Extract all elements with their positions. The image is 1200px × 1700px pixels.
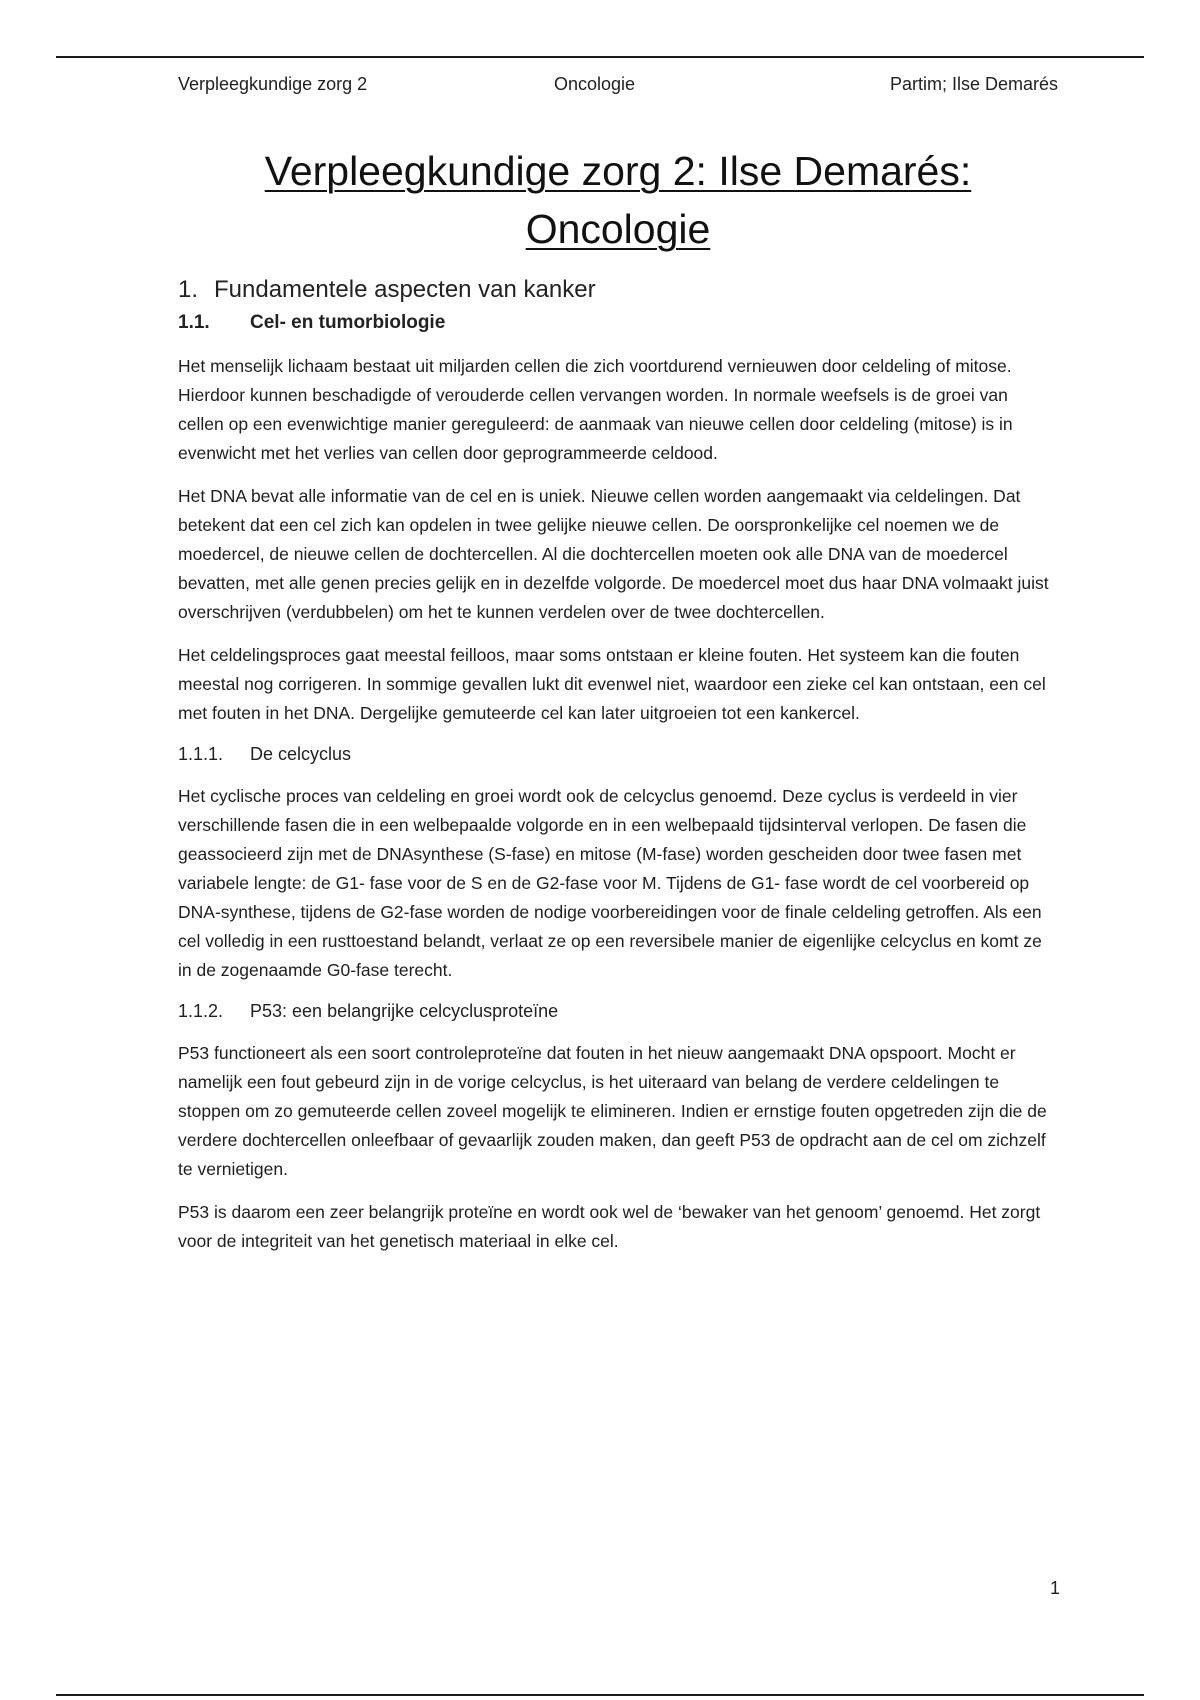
section-heading-1-1	[178, 308, 1058, 338]
paragraph: P53 is daarom een zeer belangrijk proteïne en wordt ook wel de ‘bewaker van het genoom’ genoemd. Het zorgt voor de integriteit van het genetisch materiaal in elke cel.	[178, 1202, 1041, 1251]
document-title-line-1: Verpleegkundige zorg 2: Ilse Demarés:	[264, 148, 972, 194]
paragraph: Het menselijk lichaam bestaat uit miljarden cellen die zich voortdurend vernieuwen door celdeling of mitose. Hierdoor kunnen beschadigde of verouderde cellen vervangen worden. In normale weefsels is de groei van cellen op een evenwichtige manier gereguleerd: de aanmaak van nieuwe cellen door celdeling (mitose) is in evenwicht met het verlies van cellen door geprogrammeerde celdood.	[178, 356, 1013, 463]
section-heading-1	[178, 274, 1058, 306]
section-number: 1.1.1.	[178, 744, 224, 764]
footer-rule	[56, 1694, 1144, 1696]
section-title: Fundamentele aspecten van kanker	[214, 276, 596, 303]
section-title: P53: een belangrijke celcyclusproteïne	[250, 1001, 559, 1021]
section-number: 1.1.	[178, 312, 210, 333]
paragraph: Het DNA bevat alle informatie van de cel en is uniek. Nieuwe cellen worden aangemaakt via celdelingen. Dat betekent dat een cel zich kan opdelen in twee gelijke nieuwe cellen. De oorspronkelijke cel noemen we de moedercel, de nieuwe cellen de dochtercellen. Al die dochtercellen moeten ook alle DNA van de moedercel bevatten, met alle genen precies gelijk en in dezelfde volgorde. De moedercel moet dus haar DNA volmaakt juist overschrijven (verdubbelen) om het te kunnen verdelen over de twee dochtercellen.	[178, 486, 1049, 622]
paragraph: P53 functioneert als een soort controleproteïne dat fouten in het nieuw aangemaakt DNA opspoort. Mocht er namelijk een fout gebeurd zijn in de vorige celcyclus, is het uiteraard van belang de verdere celdelingen te stoppen om zo gemuteerde cellen zoveel mogelijk te elimineren. Indien er ernstige fouten opgetreden zijn die de verdere dochtercellen onleefbaar of gevaarlijk zouden maken, dan geeft P53 de opdracht aan de cel om zichzelf te vernietigen.	[178, 1043, 1047, 1179]
section-title: Cel- en tumorbiologie	[250, 312, 446, 333]
page-number: 1	[1049, 1578, 1060, 1598]
paragraph: Het celdelingsproces gaat meestal feilloos, maar soms ontstaan er kleine fouten. Het systeem kan die fouten meestal nog corrigeren. In sommige gevallen lukt dit evenwel niet, waardoor een zieke cel kan ontstaan, een cel met fouten in het DNA. Dergelijke gemuteerde cel kan later uitgroeien tot een kankercel.	[178, 645, 1046, 723]
document-title	[178, 142, 1058, 258]
document-body	[178, 142, 1058, 1256]
section-number: 1.1.2.	[178, 1001, 224, 1021]
header-course: Verpleegkundige zorg 2	[178, 74, 368, 94]
header-topic: Oncologie	[554, 74, 636, 94]
section-heading-1-1-2	[178, 997, 1058, 1025]
running-header	[178, 74, 1058, 98]
header-author: Partim; Ilse Demarés	[889, 74, 1058, 94]
paragraph: Het cyclische proces van celdeling en groei wordt ook de celcyclus genoemd. Deze cyclus is verdeeld in vier verschillende fasen die in een welbepaalde volgorde en in een welbepaald tijdsinterval verlopen. De fasen die geassocieerd zijn met de DNAsynthese (S-fase) en mitose (M-fase) worden gescheiden door twee fasen met variabele lengte: de G1- fase voor de S en de G2-fase voor M. Tijdens de G1- fase wordt de cel voorbereid op DNA-synthese, tijdens de G2-fase worden de nodige voorbereidingen voor de finale celdeling getroffen. Als een cel volledig in een rusttoestand belandt, verlaat ze op een reversibele manier de eigenlijke celcyclus en komt ze in de zogenaamde G0-fase terecht.	[178, 786, 1042, 980]
section-number: 1.	[178, 276, 199, 303]
header-rule	[56, 56, 1144, 58]
section-heading-1-1-1	[178, 740, 1058, 768]
document-title-line-2: Oncologie	[525, 206, 711, 252]
section-title: De celcyclus	[250, 744, 352, 764]
